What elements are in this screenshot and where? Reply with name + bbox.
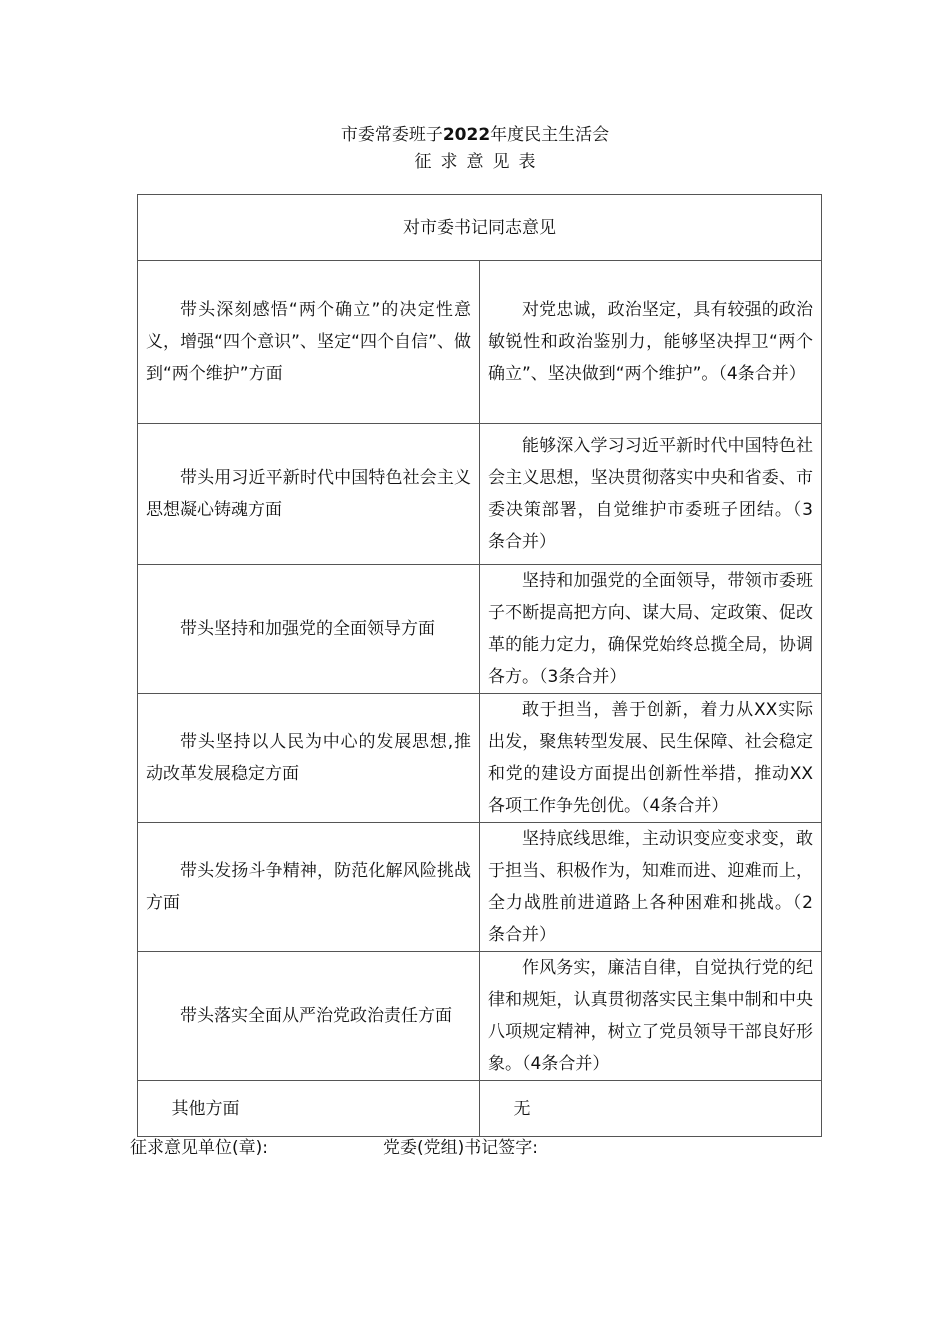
title-year: 2022 [442, 125, 491, 145]
opinion-cell: 对党忠诚，政治坚定，具有较强的政治敏锐性和政治鉴别力，能够坚决捍卫“两个确立”、坚决做到“两个维护”。（4条合并） [480, 261, 822, 424]
opinion-cell: 无 [480, 1081, 822, 1137]
secretary-signature-label: 党委(党组)书记签字: [383, 1138, 538, 1158]
opinion-cell: 坚持和加强党的全面领导，带领市委班子不断提高把方向、谋大局、定政策、促改革的能力定力，确保党始终总揽全局，协调各方。（3条合并） [480, 565, 822, 694]
aspect-cell: 带头落实全面从严治党政治责任方面 [138, 952, 480, 1081]
table-header-row [138, 195, 822, 261]
opinion-cell: 敢于担当，善于创新，着力从XX实际出发，聚焦转型发展、民生保障、社会稳定和党的建设方面提出创新性举措，推动XX各项工作争先创优。（4条合并） [480, 694, 822, 823]
document-subtitle: 征求意见表 [414, 152, 545, 172]
seal-unit-label: 征求意见单位(章): [130, 1138, 268, 1158]
aspect-cell: 带头发扬斗争精神，防范化解风险挑战方面 [138, 823, 480, 952]
table-row [138, 823, 822, 952]
title-suffix: 年度民主生活会 [490, 125, 610, 145]
opinion-cell: 作风务实，廉洁自律，自觉执行党的纪律和规矩，认真贯彻落实民主集中制和中央八项规定精神，树立了党员领导干部良好形象。（4条合并） [480, 952, 822, 1081]
opinion-table [137, 194, 822, 1137]
title-prefix: 市委常委班子 [340, 125, 443, 145]
table-row [138, 565, 822, 694]
table-row [138, 424, 822, 565]
table-row [138, 1081, 822, 1137]
table-row [138, 952, 822, 1081]
aspect-cell: 带头坚持以人民为中心的发展思想,推动改革发展稳定方面 [138, 694, 480, 823]
opinion-cell: 坚持底线思维，主动识变应变求变，敢于担当、积极作为，知难而进、迎难而上，全力战胜前进道路上各种困难和挑战。（2条合并） [480, 823, 822, 952]
document-title [0, 123, 950, 147]
aspect-cell: 其他方面 [138, 1081, 480, 1137]
opinion-cell: 能够深入学习习近平新时代中国特色社会主义思想，坚决贯彻落实中央和省委、市委决策部署，自觉维护市委班子团结。（3条合并） [480, 424, 822, 565]
aspect-cell: 带头深刻感悟“两个确立”的决定性意义，增强“四个意识”、坚定“四个自信”、做到“两个维护”方面 [138, 261, 480, 424]
aspect-cell: 带头坚持和加强党的全面领导方面 [138, 565, 480, 694]
table-row [138, 694, 822, 823]
aspect-cell: 带头用习近平新时代中国特色社会主义思想凝心铸魂方面 [138, 424, 480, 565]
table-row [138, 261, 822, 424]
table-header: 对市委书记同志意见 [138, 195, 822, 261]
